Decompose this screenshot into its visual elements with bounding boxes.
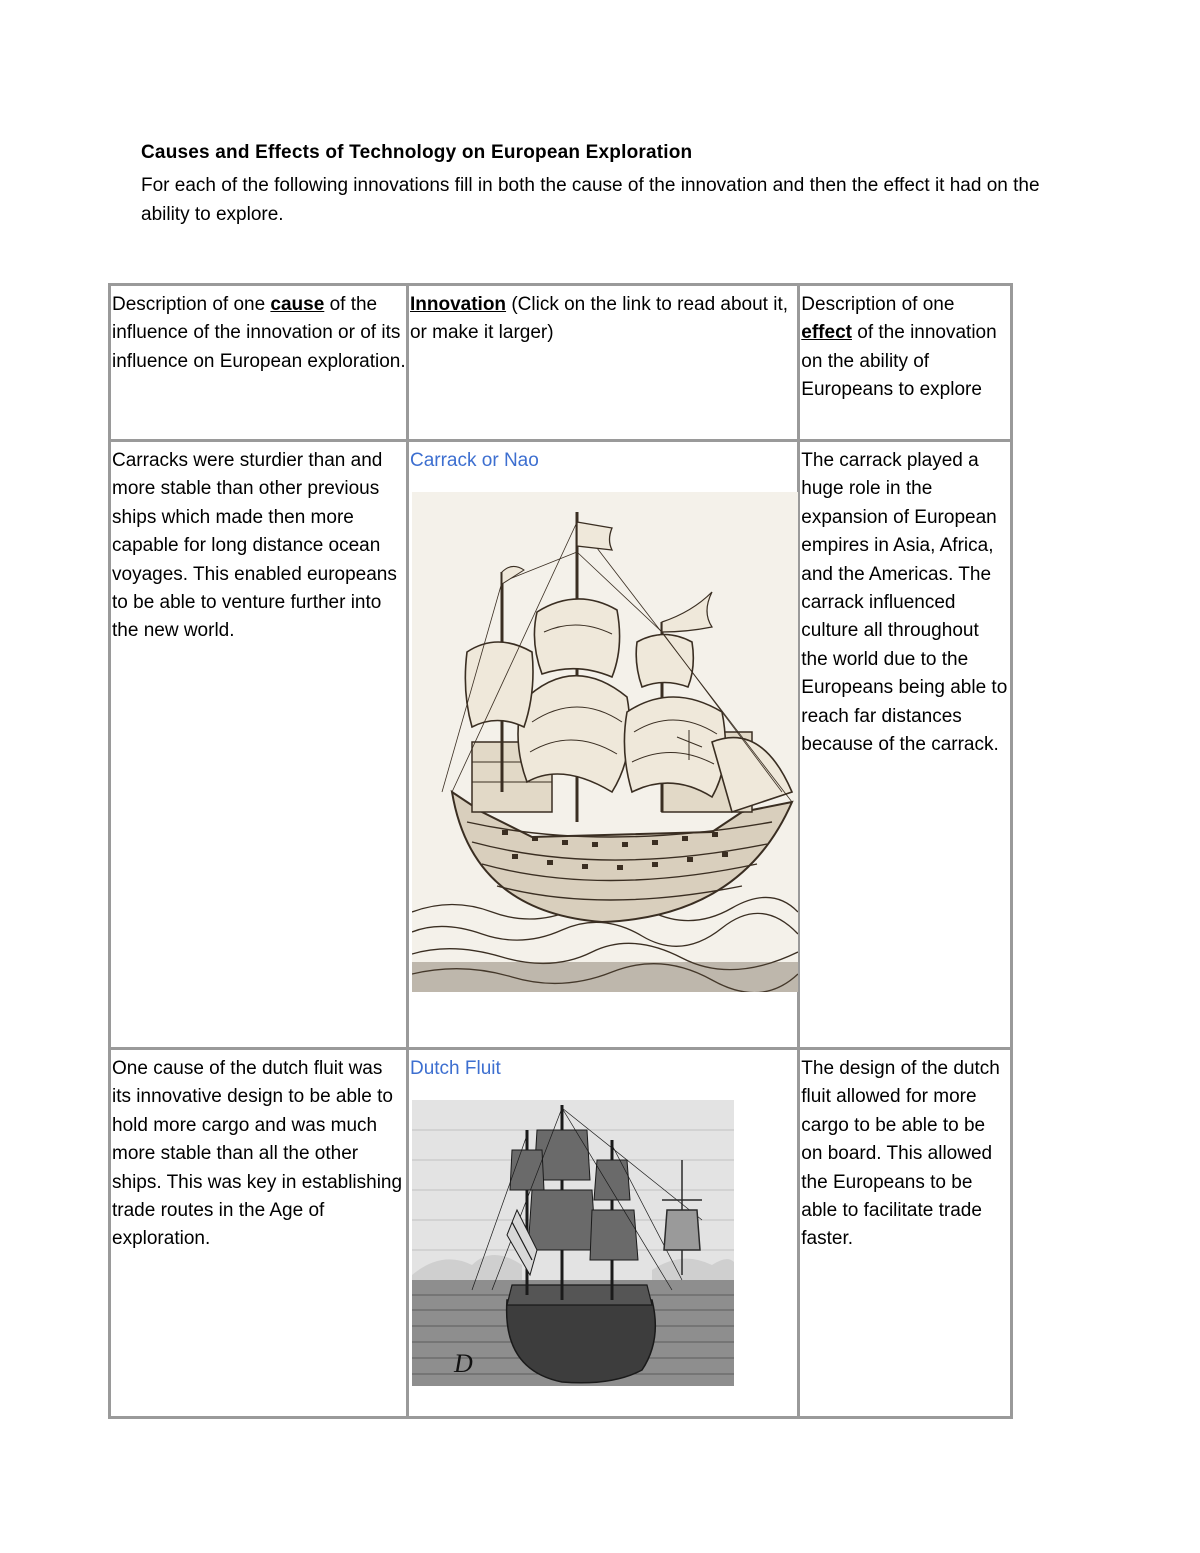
cause-cell [110,1049,408,1418]
header-cause-text-before: Description of one [112,294,271,315]
innovation-cell [407,441,798,1049]
document-title: Causes and Effects of Technology on European Exploration [141,142,693,163]
cause-text: Carracks were sturdier than and more stable than other previous ships which made then more capable for long distance ocean voyages. This enabled europeans to be able to venture further into the new world. [112,450,397,642]
header-effect-text-after: of the innovation on the ability of Europeans to explore [801,322,997,401]
innovation-cell [407,1049,798,1418]
table-row [110,1049,1012,1418]
effect-cell [799,1049,1012,1418]
carrack-link[interactable]: Carrack or Nao [409,450,539,471]
effect-cell [799,441,1012,1049]
carrack-ship-image[interactable] [412,492,798,992]
header-innovation-keyword: Innovation [409,294,507,315]
table-row [110,441,1012,1049]
dutch-fluit-image[interactable] [412,1100,734,1386]
header-effect-text-before: Description of one [801,294,955,315]
dutch-fluit-link[interactable]: Dutch Fluit [409,1058,501,1079]
cause-text: One cause of the dutch fluit was its innovative design to be able to hold more cargo and was much more stable than all the other ships. This was key in establishing trade routes in the Age of exploration. [112,1058,403,1250]
table-header-row [110,285,1012,441]
document-instructions: For each of the following innovations fill in both the cause of the innovation and then the effect it had on the ability to explore. [141,175,1040,225]
header-cause-cell [110,285,408,441]
header-cause-text-after: of the influence of the innovation or of its influence on European exploration. [112,294,406,372]
header-effect-keyword: effect [801,322,852,344]
header-innovation-cell [407,285,798,441]
effect-text: The design of the dutch fluit allowed for more cargo to be able to be on board. This allowed the Europeans to be able to facilitate trade faster. [801,1058,1000,1250]
header-cause-keyword: cause [270,294,325,315]
cause-cell [110,441,408,1049]
effect-text: The carrack played a huge role in the expansion of European empires in Asia, Africa, and the Americas. The carrack influenced culture all throughout the world due to the Europeans being able to reach far distances because of the carrack. [801,450,1008,756]
header-innovation-text-after: (Click on the link to read about it, or make it larger) [409,294,789,344]
innovation-table [108,283,1013,1419]
engraving-letter: D [453,1349,473,1379]
header-effect-cell [799,285,1012,441]
